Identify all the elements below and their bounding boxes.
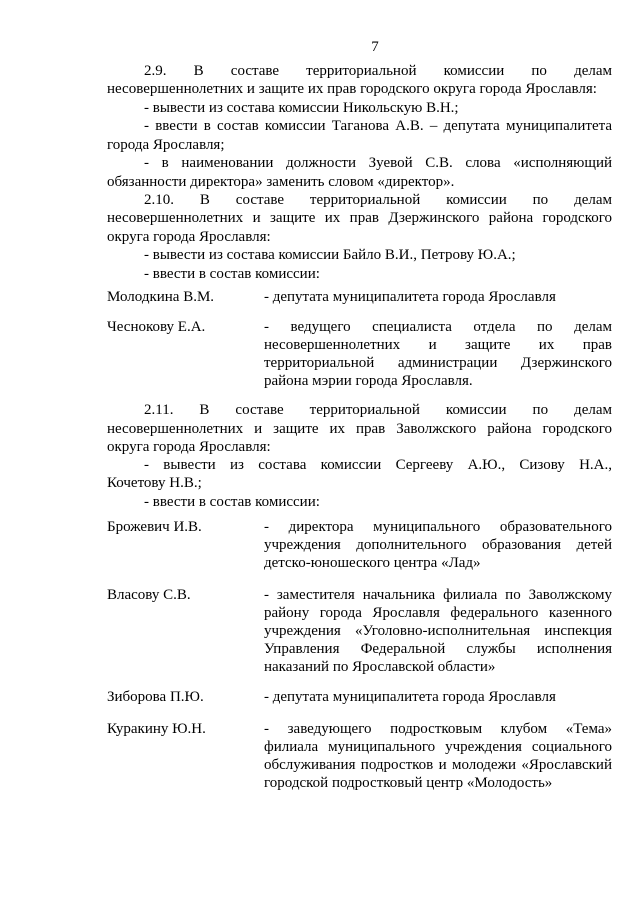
member-desc-line: району города Ярославля федерального казенного	[264, 605, 612, 621]
section-2-11-line-1: 2.11. В составе территориальной комиссии по делам	[144, 402, 612, 418]
section-2-11-line-3: округа города Ярославля:	[107, 439, 271, 455]
member-desc-line: Управления Федеральной службы исполнения	[264, 641, 612, 657]
member-name: Молодкина В.М.	[107, 289, 215, 305]
member-desc-line: - заместителя начальника филиала по Заволжскому	[264, 587, 612, 603]
section-2-9-line-3: - вывести из состава комиссии Никольскую В.Н.;	[144, 100, 459, 116]
member-desc-line: - депутата муниципалитета города Ярославля	[264, 289, 556, 305]
page-number: 7	[371, 39, 379, 55]
section-2-10-line-2: несовершеннолетних и защите их прав Дзержинского района городского	[107, 210, 612, 226]
member-desc-line: городской подростковый центр «Молодость»	[264, 775, 553, 791]
member-name: Куракину Ю.Н.	[107, 721, 206, 737]
member-desc-line: учреждения дополнительного образования детей	[264, 537, 612, 553]
member-desc-line: - ведущего специалиста отдела по делам	[264, 319, 612, 335]
section-2-9-line-4: - ввести в состав комиссии Таганова А.В. – депутата муниципалитета	[144, 118, 612, 134]
section-2-9-line-1: 2.9. В составе территориальной комиссии по делам	[144, 63, 612, 79]
section-2-9-line-6: - в наименовании должности Зуевой С.В. слова «исполняющий	[144, 155, 612, 171]
section-2-9-line-7: обязанности директора» заменить словом «директор».	[107, 174, 455, 190]
member-desc-line: - депутата муниципалитета города Ярославля	[264, 689, 556, 705]
member-name: Чеснокову Е.А.	[107, 319, 206, 335]
member-desc-line: района мэрии города Ярославля.	[264, 373, 473, 389]
member-desc-line: учреждения «Уголовно-исполнительная инспекция	[264, 623, 612, 639]
member-desc-line: несовершеннолетних и защите их прав	[264, 337, 612, 353]
member-desc-line: территориальной администрации Дзержинского	[264, 355, 612, 371]
member-name: Власову С.В.	[107, 587, 191, 603]
section-2-10-line-5: - ввести в состав комиссии:	[144, 266, 320, 282]
section-2-11-line-4: - вывести из состава комиссии Сергееву А.Ю., Сизову Н.А.,	[144, 457, 612, 473]
section-2-9-line-5: города Ярославля;	[107, 137, 225, 153]
section-2-11-line-2: несовершеннолетних и защите их прав Заволжского района городского	[107, 421, 612, 437]
member-desc-line: обслуживания подростков и молодежи «Ярославский	[264, 757, 612, 773]
member-desc-line: - директора муниципального образовательного	[264, 519, 612, 535]
member-name: Брожевич И.В.	[107, 519, 202, 535]
section-2-11-line-6: - ввести в состав комиссии:	[144, 494, 320, 510]
section-2-9-line-2: несовершеннолетних и защите их прав городского округа города Ярославля:	[107, 81, 597, 97]
section-2-10-line-1: 2.10. В составе территориальной комиссии по делам	[144, 192, 612, 208]
member-desc-line: филиала муниципального учреждения социального	[264, 739, 612, 755]
member-desc-line: детско-юношеского центра «Лад»	[264, 555, 481, 571]
member-name: Зиборова П.Ю.	[107, 689, 204, 705]
section-2-11-line-5: Кочетову Н.В.;	[107, 475, 202, 491]
member-desc-line: наказаний по Ярославской области»	[264, 659, 496, 675]
section-2-10-line-3: округа города Ярославля:	[107, 229, 271, 245]
member-desc-line: - заведующего подростковым клубом «Тема»	[264, 721, 612, 737]
section-2-10-line-4: - вывести из состава комиссии Байло В.И., Петрову Ю.А.;	[144, 247, 516, 263]
